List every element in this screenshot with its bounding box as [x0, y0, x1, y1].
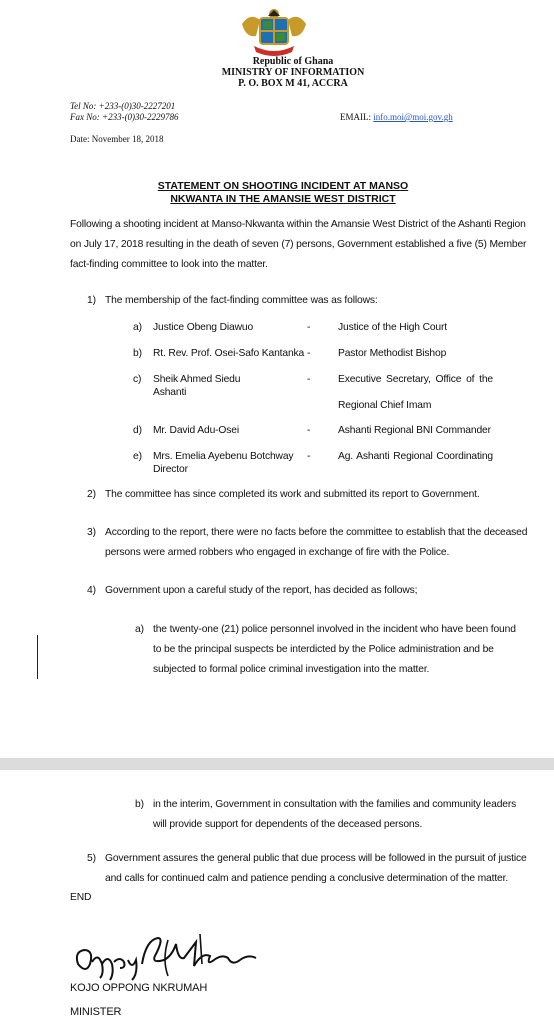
member-dash: -	[307, 374, 311, 385]
letterhead-email-label: EMAIL:	[340, 112, 371, 122]
point-4b-line: in the interim, Government in consultation with the families and community leaders	[153, 799, 517, 810]
point-3-text	[105, 523, 527, 563]
member-name: Sheik Ahmed Siedu	[153, 374, 241, 385]
document-page-2	[0, 770, 554, 1024]
coat-of-arms-emblem	[240, 6, 308, 58]
statement-title-line1: STATEMENT ON SHOOTING INCIDENT AT MANSO	[157, 180, 409, 192]
member-role: Executive Secretary, Office of the	[338, 374, 493, 385]
text-cursor	[37, 635, 38, 679]
signatory-name: KOJO OPPONG NKRUMAH	[70, 982, 208, 994]
point-4-text: Government upon a careful study of the report, has decided as follows;	[105, 585, 418, 596]
member-role: Ag. Ashanti Regional Coordinating	[338, 451, 493, 462]
letterhead-address: P. O. BOX M 41, ACCRA	[238, 78, 348, 89]
letterhead-fax: Fax No: +233-(0)30-2229786	[70, 112, 179, 122]
member-letter: b)	[133, 348, 142, 359]
point-1-number: 1)	[87, 295, 96, 306]
member-letter: e)	[133, 451, 142, 462]
handwritten-signature	[72, 930, 262, 982]
member-name: Mrs. Emelia Ayebenu Botchway	[153, 451, 294, 462]
member-dash: -	[307, 451, 311, 462]
letterhead-country: Republic of Ghana	[252, 56, 334, 67]
point-5-number: 5)	[87, 853, 96, 864]
intro-line: fact-finding committee to look into the matter.	[70, 259, 268, 270]
point-3-number: 3)	[87, 527, 96, 538]
member-role-continued: Regional Chief Imam	[338, 400, 432, 411]
point-4a-text	[153, 620, 516, 680]
statement-title-line2: NKWANTA IN THE AMANSIE WEST DISTRICT	[170, 193, 396, 205]
intro-paragraph	[70, 215, 545, 275]
member-letter: d)	[133, 425, 142, 436]
intro-line: on July 17, 2018 resulting in the death of seven (7) persons, Government established a five (5) Member	[70, 239, 527, 250]
signatory-title: MINISTER	[70, 1006, 122, 1018]
point-4b-letter: b)	[135, 799, 144, 810]
letterhead-email-link[interactable]: info.moi@moi.gov.gh	[373, 112, 453, 122]
point-1-text: The membership of the fact-finding committee was as follows:	[105, 295, 378, 306]
point-4b-line: will provide support for dependents of the deceased persons.	[153, 819, 423, 830]
point-5-line: Government assures the general public that due process will be followed in the pursuit of justice	[105, 853, 527, 864]
letterhead-ministry: MINISTRY OF INFORMATION	[221, 67, 365, 78]
point-3-line: persons were armed robbers who engaged in exchange of fire with the Police.	[105, 547, 450, 558]
member-role: Justice of the High Court	[338, 322, 447, 333]
member-dash: -	[307, 322, 311, 333]
member-letter: a)	[133, 322, 142, 333]
end-marker: END	[70, 892, 92, 903]
intro-line: Following a shooting incident at Manso-Nkwanta within the Amansie West District of the Ashanti Region	[70, 219, 526, 230]
member-letter: c)	[133, 374, 142, 385]
letterhead-tel: Tel No: +233-(0)30-2227201	[70, 101, 176, 111]
point-4a-letter: a)	[135, 624, 144, 635]
member-dash: -	[307, 425, 311, 436]
point-4a-line: subjected to formal police criminal investigation into the matter.	[153, 664, 430, 675]
member-name: Mr. David Adu-Osei	[153, 425, 239, 436]
member-name-continued: Director	[153, 464, 188, 475]
letter-date: Date: November 18, 2018	[70, 134, 164, 144]
member-role: Ashanti Regional BNI Commander	[338, 425, 491, 436]
point-4a-line: the twenty-one (21) police personnel involved in the incident who have been found	[153, 624, 516, 635]
member-name-continued: Ashanti	[153, 387, 187, 398]
member-dash: -	[307, 348, 311, 359]
point-2-text: The committee has since completed its work and submitted its report to Government.	[105, 489, 480, 500]
point-3-line: According to the report, there were no facts before the committee to establish that the deceased	[105, 527, 528, 538]
member-name: Rt. Rev. Prof. Osei-Safo Kantanka	[153, 348, 305, 359]
member-role: Pastor Methodist Bishop	[338, 348, 447, 359]
point-4-number: 4)	[87, 585, 96, 596]
point-5-text	[105, 849, 527, 889]
member-name: Justice Obeng Diawuo	[153, 322, 254, 333]
point-5-line: and calls for continued calm and patience pending a conclusive determination of the matter.	[105, 873, 509, 884]
point-2-number: 2)	[87, 489, 96, 500]
point-4b-text	[153, 795, 516, 835]
point-4a-line: to be the principal suspects be interdicted by the Police administration and be	[153, 644, 494, 655]
